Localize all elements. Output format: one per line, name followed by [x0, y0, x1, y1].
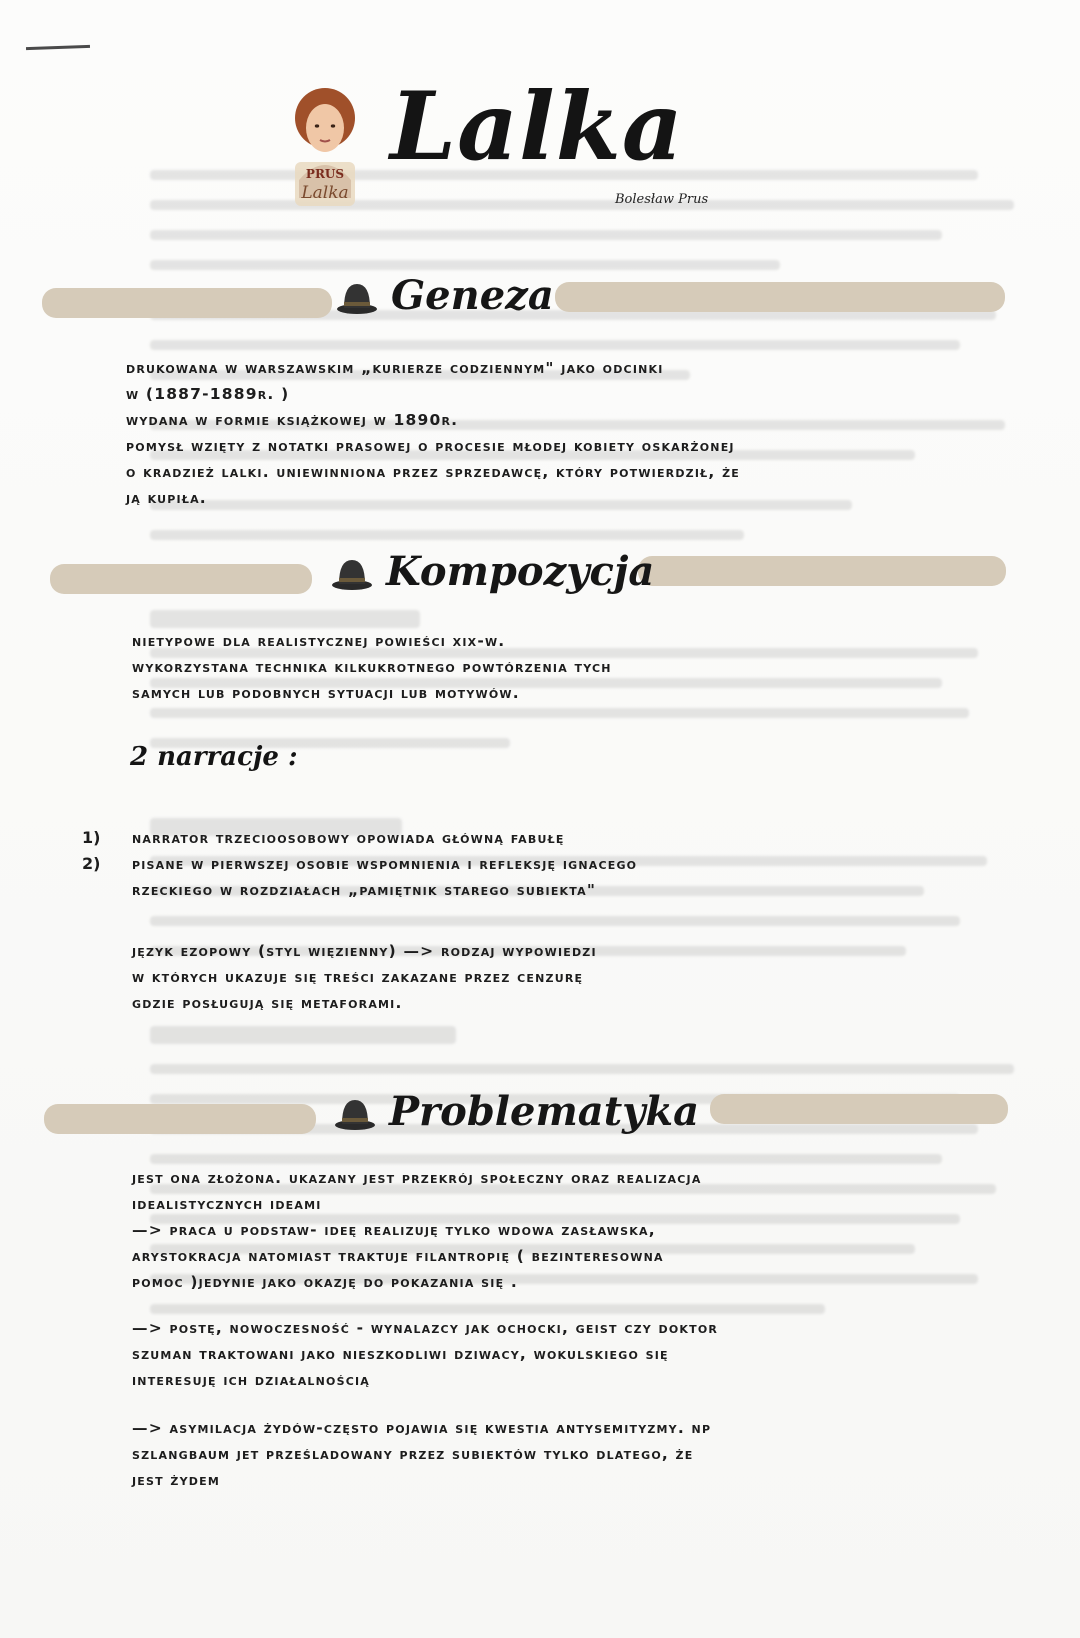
text-line: ją kupiła. [126, 489, 207, 507]
section-title: Geneza [391, 272, 554, 319]
text-line: pisane w pierwszej osobie wspomnienia i refleksję ignacego [132, 855, 638, 873]
problematyka-intro [132, 1165, 982, 1217]
problematyka-praca [132, 1217, 982, 1295]
text-line: w (1887-1889r. ) [126, 385, 290, 403]
page-header [285, 72, 765, 230]
section-bar-left [50, 564, 312, 594]
bowler-hat-icon [335, 276, 379, 316]
text-line: drukowana w warszawskim „kurierze codziennym" jako odcinki [126, 359, 664, 377]
section-heading-geneza [335, 272, 554, 319]
list-item [132, 851, 952, 903]
section-bar-left [42, 288, 332, 318]
text-line: —> postę, nowoczesność - wynalazcy jak ochocki, geist czy doktor [132, 1319, 719, 1337]
problematyka-postep [132, 1315, 982, 1393]
bowler-hat-icon [333, 1092, 377, 1132]
section-bar-right [638, 556, 1006, 586]
text-line: w których ukazuje się treści zakazane przez cenzurę [132, 968, 584, 986]
section-bar-right [710, 1094, 1008, 1124]
list-item [132, 825, 952, 851]
text-line: rzeckiego w rozdziałach „pamiętnik starego subiekta" [132, 881, 597, 899]
kompozycja-text [132, 628, 952, 706]
page-title: Lalka [390, 72, 684, 182]
section-title: Problematyka [389, 1088, 700, 1135]
text-line: o kradzież lalki. uniewinniona przez sprzedawcę, który potwierdził, że [126, 463, 740, 481]
section-bar-right [555, 282, 1005, 312]
section-title: Kompozycja [386, 548, 655, 595]
section-bar-left [44, 1104, 316, 1134]
geneza-text [126, 355, 976, 511]
bowler-hat-icon [330, 552, 374, 592]
text-line: samych lub podobnych sytuacji lub motywów. [132, 684, 520, 702]
section-heading-problematyka [333, 1088, 699, 1135]
section-heading-kompozycja [330, 548, 654, 595]
list-number: 1) [82, 828, 101, 847]
text-line: gdzie posługują się metaforami. [132, 994, 403, 1012]
text-line: —> praca u podstaw- ideę realizuję tylko wdowa zasławska, [132, 1221, 656, 1239]
author-name: Bolesław Prus [615, 192, 709, 207]
pen-mark [26, 45, 90, 50]
ezop-text [132, 938, 952, 1016]
text-line: wykorzystana technika kilkukrotnego powtórzenia tych [132, 658, 612, 676]
text-line: pomoc )jedynie jako okazję do pokazania się . [132, 1273, 518, 1291]
cover-title-text: Lalka [301, 183, 349, 203]
text-line: jest żydem [132, 1471, 220, 1489]
list-number: 2) [82, 854, 101, 873]
book-cover-portrait-icon [285, 80, 365, 210]
narracje-heading: 2 narracje : [130, 742, 298, 772]
text-line: pomysł wzięty z notatki prasowej o procesie młodej kobiety oskarżonej [126, 437, 735, 455]
text-line: wydana w formie książkowej w 1890r. [126, 411, 459, 429]
text-line: interesuję ich działalnością [132, 1371, 370, 1389]
text-line: język ezopowy (styl więzienny) —> rodzaj wypowiedzi [132, 942, 597, 960]
text-line: jest ona złożona. ukazany jest przekrój społeczny oraz realizacja [132, 1169, 702, 1187]
text-line: narrator trzecioosobowy opowiada główną fabułę [132, 829, 565, 847]
text-line: nietypowe dla realistycznej powieści xix-w. [132, 632, 506, 650]
cover-author-text: PRUS [305, 167, 345, 181]
text-line: idealistycznych ideami [132, 1195, 322, 1213]
text-line: szlangbaum jet prześladowany przez subiektów tylko dlatego, że [132, 1445, 694, 1463]
text-line: szuman traktowani jako nieszkodliwi dziwacy, wokulskiego się [132, 1345, 669, 1363]
problematyka-asymilacja [132, 1415, 982, 1493]
text-line: —> asymilacja żydów-często pojawia się kwestia antysemityzmy. np [132, 1419, 712, 1437]
text-line: arystokracja natomiast traktuje filantropię ( bezinteresowna [132, 1247, 664, 1265]
